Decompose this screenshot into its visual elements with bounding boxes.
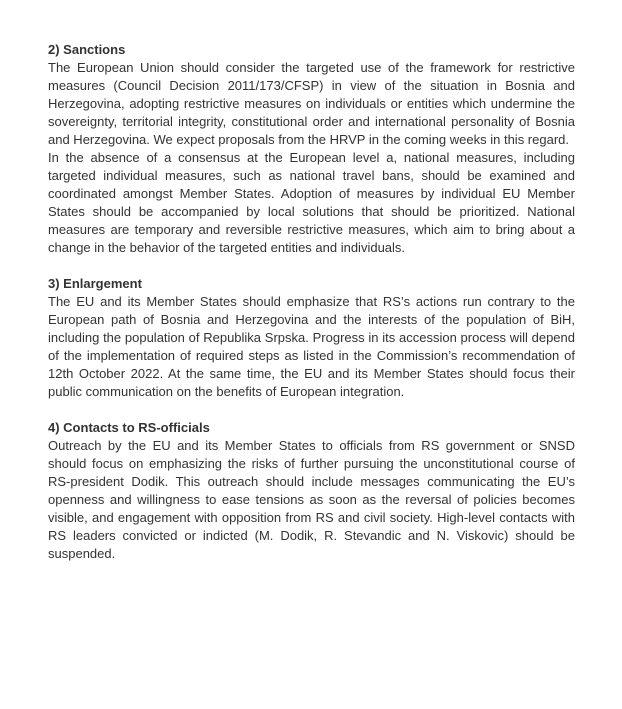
section-contacts-rs-officials: [48, 419, 575, 563]
section-heading-contacts: 4) Contacts to RS-officials: [48, 420, 210, 435]
paragraph-contacts-1: Outreach by the EU and its Member States to officials from RS government or SNSD should focus on emphasizing the risks of further pursuing the unconstitutional course of RS-president Dodik. This outreach should include messages communicating the EU’s openness and willingness to ease tensions as soon as the reversal of policies becomes visible, and engagement with opposition from RS and civil society. High-level contacts with RS leaders convicted or indicted (M. Dodik, R. Stevandic and N. Viskovic) should be suspended.: [48, 438, 575, 561]
section-enlargement: [48, 275, 575, 401]
paragraph-enlargement-1: The EU and its Member States should emphasize that RS’s actions run contrary to the European path of Bosnia and Herzegovina and the interests of the population of BiH, including the population of Republika Srpska. Progress in its accession process will depend of the implementation of required steps as listed in the Commission’s recommendation of 12th October 2022. At the same time, the EU and its Member States should focus their public communication on the benefits of European integration.: [48, 294, 575, 399]
section-sanctions: [48, 41, 575, 257]
section-heading-sanctions: 2) Sanctions: [48, 42, 126, 57]
paragraph-sanctions-1: The European Union should consider the targeted use of the framework for restrictive measures (Council Decision 2011/173/CFSP) in view of the situation in Bosnia and Herzegovina, adopting restrictive measures on individuals or entities which undermine the sovereignty, territorial integrity, constitutional order and international personality of Bosnia and Herzegovina. We expect proposals from the HRVP in the coming weeks in this regard.: [48, 60, 575, 147]
paragraph-sanctions-2: In the absence of a consensus at the European level a, national measures, including targeted individual measures, such as national travel bans, should be examined and coordinated amongst Member States. Adoption of measures by individual EU Member States should be accompanied by local solutions that should be prioritized. National measures are temporary and reversible restrictive measures, which aim to bring about a change in the behavior of the targeted entities and individuals.: [48, 150, 575, 255]
section-heading-enlargement: 3) Enlargement: [48, 276, 142, 291]
